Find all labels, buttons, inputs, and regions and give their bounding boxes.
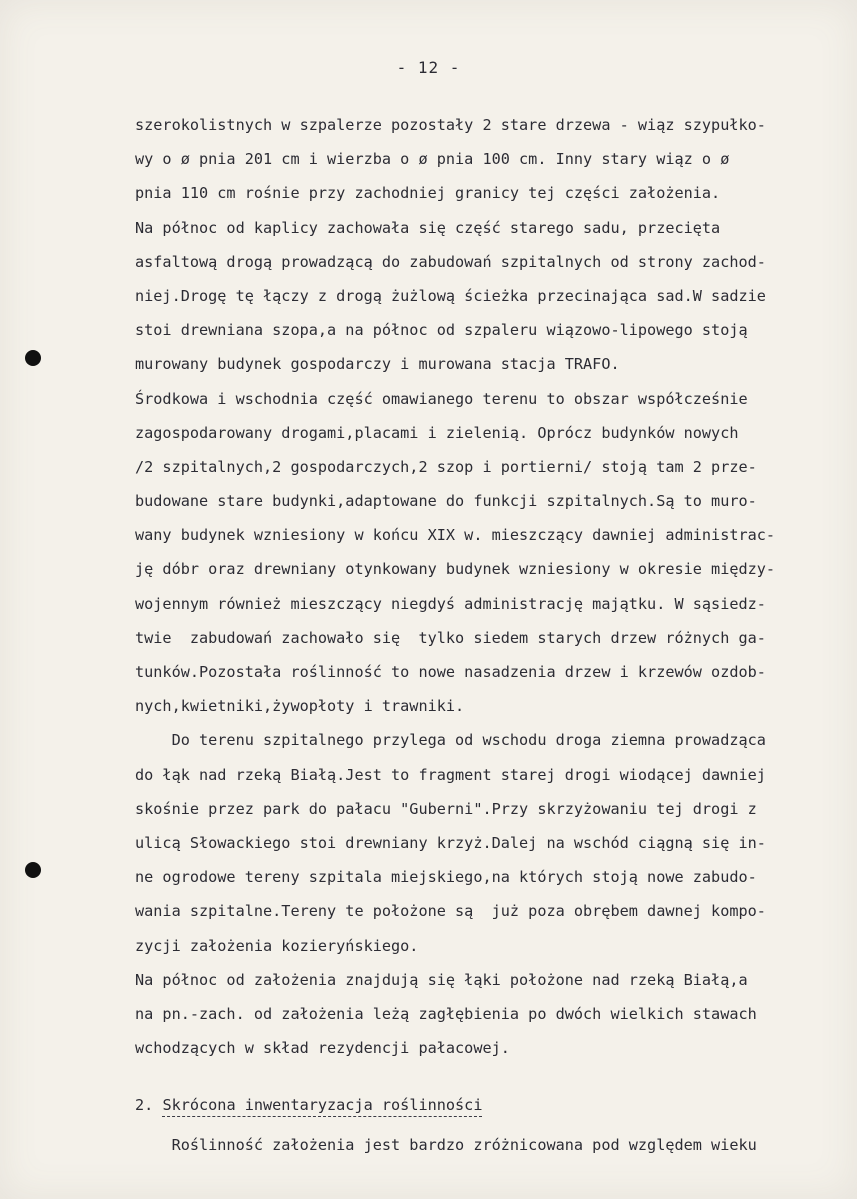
body-text-line: wany budynek wzniesiony w końcu XIX w. mieszczący dawniej administrac-: [135, 526, 776, 545]
body-text-line: tunków.Pozostała roślinność to nowe nasadzenia drzew i krzewów ozdob-: [135, 663, 766, 681]
body-text-line: niej.Drogę tę łączy z drogą żużlową ścieżka przecinająca sad.W sadzie: [135, 286, 766, 305]
section-title: Skrócona inwentaryzacja roślinności: [162, 1096, 482, 1117]
body-text-line: /2 szpitalnych,2 gospodarczych,2 szop i portierni/ stoją tam 2 prze-: [135, 457, 757, 476]
body-text-line: wojennym również mieszczący niegdyś administrację majątku. W sąsiedz-: [135, 594, 766, 613]
body-text-line: budowane stare budynki,adaptowane do funkcji szpitalnych.Są to muro-: [135, 492, 757, 511]
body-text-line: skośnie przez park do pałacu "Guberni".Przy skrzyżowaniu tej drogi z: [135, 799, 757, 818]
punch-hole: [25, 350, 41, 366]
body-text-line: wy o ø pnia 201 cm i wierzba o ø pnia 100 cm. Inny stary wiąz o ø: [135, 150, 730, 169]
body-text-line: do łąk nad rzeką Białą.Jest to fragment starej drogi wiodącej dawniej: [135, 765, 766, 784]
body-text-line: wania szpitalne.Tereny te położone są już poza obrębem dawnej kompo-: [135, 902, 766, 921]
page-number: - 12 -: [396, 58, 461, 77]
body-text-line: Środkowa i wschodnia część omawianego terenu to obszar współcześnie: [135, 389, 748, 408]
body-text-line: szerokolistnych w szpalerze pozostały 2 stare drzewa - wiąz szypułko-: [135, 116, 766, 134]
body-text-line: zagospodarowany drogami,placami i zielenią. Oprócz budynków nowych: [135, 423, 739, 442]
punch-hole: [25, 862, 41, 878]
body-text-line: Na północ od kaplicy zachowała się część starego sadu, przecięta: [135, 218, 721, 237]
body-text-line: pnia 110 cm rośnie przy zachodniej granicy tej części założenia.: [135, 184, 721, 203]
body-text-line: stoi drewniana szopa,a na północ od szpaleru wiązowo-lipowego stoją: [135, 321, 748, 340]
body-text-line: nych,kwietniki,żywopłoty i trawniki.: [135, 697, 465, 716]
body-text-line: asfaltową drogą prowadzącą do zabudowań szpitalnych od strony zachod-: [135, 252, 766, 271]
section-heading: [135, 1096, 482, 1114]
body-text-line: ulicą Słowackiego stoi drewniany krzyż.Dalej na wschód ciągną się in-: [135, 833, 766, 852]
body-text-line: zycji założenia kozieryńskiego.: [135, 936, 419, 955]
body-text-line: twie zabudowań zachowało się tylko siedem starych drzew różnych ga-: [135, 628, 766, 647]
body-text-line: murowany budynek gospodarczy i murowana stacja TRAFO.: [135, 355, 620, 374]
section-number: 2.: [135, 1096, 163, 1114]
body-text-line: Roślinność założenia jest bardzo zróżnicowana pod względem wieku: [135, 1136, 757, 1154]
body-text-line: ję dóbr oraz drewniany otynkowany budynek wzniesiony w okresie między-: [135, 560, 776, 579]
body-text: [135, 108, 835, 1065]
body-text-line: wchodzących w skład rezydencji pałacowej.: [135, 1039, 510, 1058]
body-text-line: na pn.-zach. od założenia leżą zagłębienia po dwóch wielkich stawach: [135, 1004, 757, 1023]
body-text-line: Do terenu szpitalnego przylega od wschodu droga ziemna prowadząca: [135, 731, 766, 750]
body-text-line: Na północ od założenia znajdują się łąki położone nad rzeką Białą,a: [135, 970, 748, 989]
body-text-line: ne ogrodowe tereny szpitala miejskiego,na których stoją nowe zabudo-: [135, 868, 757, 887]
